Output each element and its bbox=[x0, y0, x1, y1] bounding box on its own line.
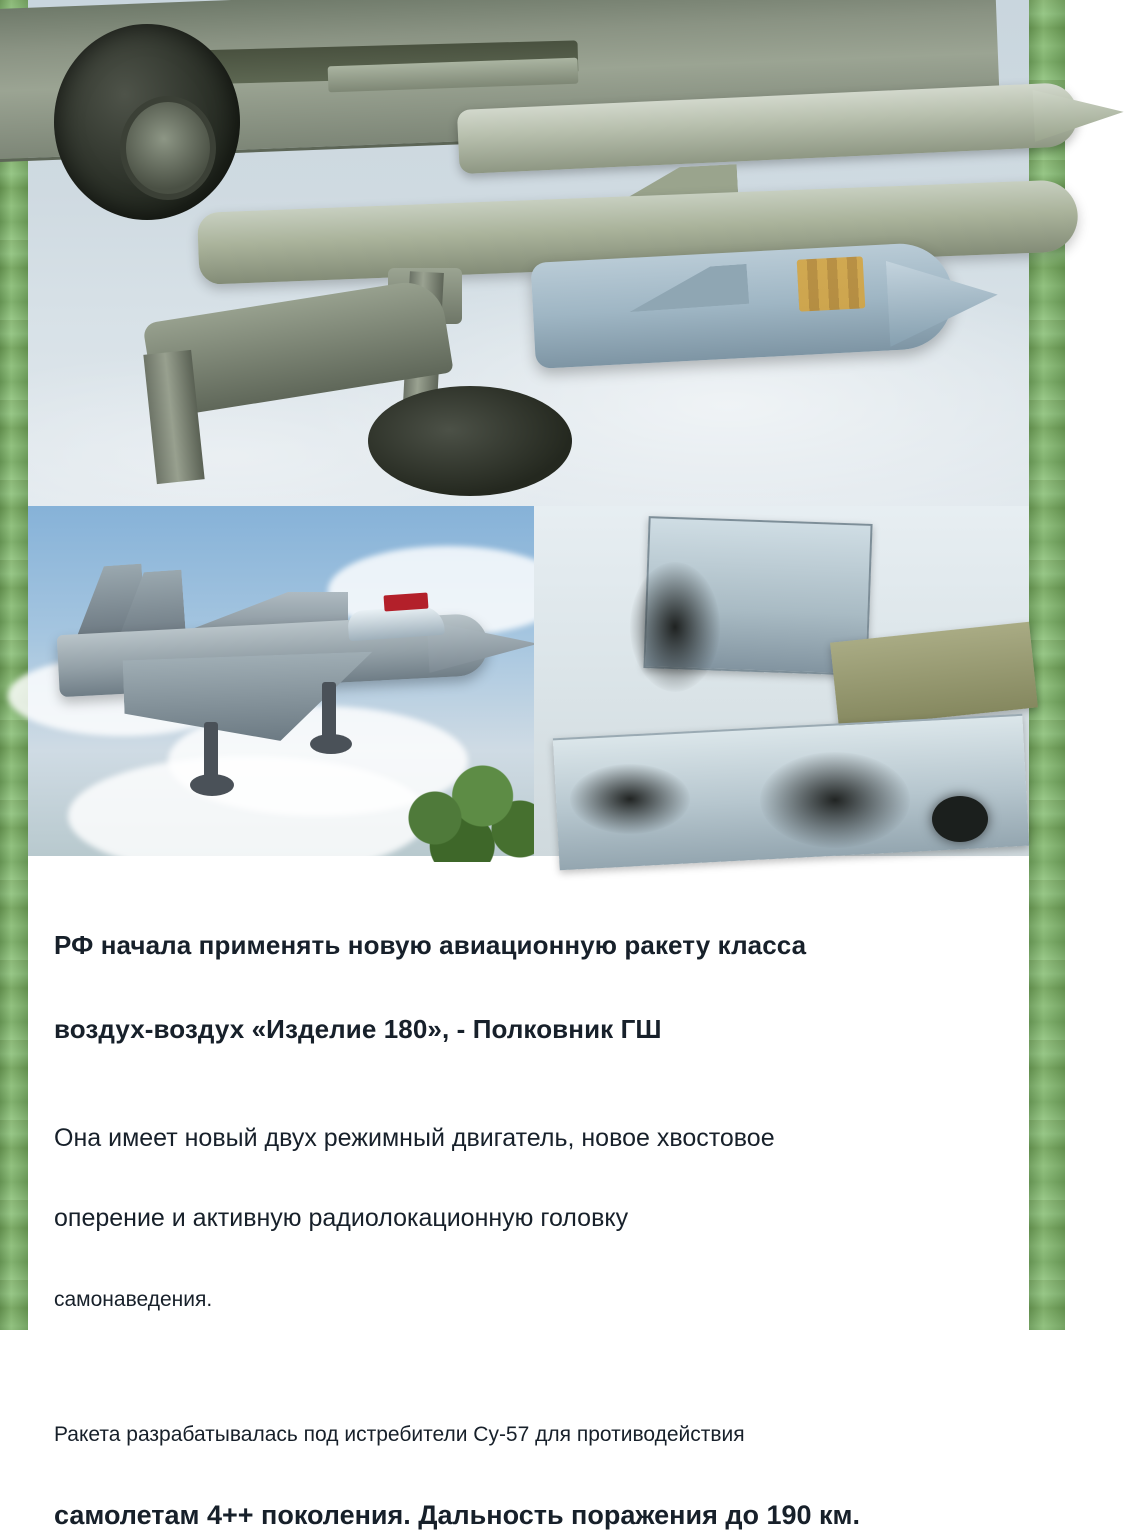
paragraph-2-line-1: Ракета разрабатывалась под истребители Су-57 для противодействия bbox=[54, 1423, 745, 1446]
post-paragraph-2 bbox=[54, 1374, 1005, 1537]
post-headline bbox=[54, 882, 1005, 1050]
post-text bbox=[28, 856, 1029, 1537]
bomb-marking-band bbox=[797, 256, 866, 311]
nose-wheel bbox=[54, 24, 240, 220]
photo-su-fighter-in-flight[interactable] bbox=[28, 506, 534, 856]
paragraph-2-line-2: самолетам 4++ поколения. Дальность поражения до 190 км. bbox=[54, 1500, 861, 1530]
scorch-mark bbox=[570, 764, 690, 834]
scorch-mark bbox=[760, 752, 910, 848]
wheel-hub bbox=[120, 96, 216, 200]
headline-line-2: воздух-воздух «Изделие 180», - Полковник ГШ bbox=[54, 1014, 662, 1044]
paragraph-1-line-1: Она имеет новый двух режимный двигатель, новое хвостовое bbox=[54, 1124, 775, 1152]
left-green-rail bbox=[0, 0, 28, 1330]
post-container bbox=[28, 0, 1029, 1530]
headline-line-1: РФ начала применять новую авиационную ракету класса bbox=[54, 930, 807, 960]
jet-main-wheel bbox=[190, 774, 234, 796]
paragraph-1-line-3: самонаведения. bbox=[54, 1288, 213, 1311]
photo-aircraft-underside-with-missiles[interactable] bbox=[28, 0, 1029, 506]
jet-nose-gear bbox=[322, 682, 336, 738]
paragraph-1-line-2: оперение и активную радиолокационную головку bbox=[54, 1204, 629, 1232]
media-gallery[interactable] bbox=[28, 0, 1029, 856]
jet-main-gear bbox=[204, 722, 218, 780]
photo-missile-wreckage-fragments[interactable] bbox=[534, 506, 1029, 856]
scorch-mark bbox=[630, 562, 720, 692]
jet-tail-number bbox=[383, 592, 428, 611]
post-paragraph-1 bbox=[54, 1078, 1005, 1320]
impact-hole bbox=[932, 796, 988, 842]
jet-nose-wheel bbox=[310, 734, 352, 754]
foreground-foliage bbox=[384, 752, 554, 862]
main-wheel bbox=[368, 386, 572, 496]
